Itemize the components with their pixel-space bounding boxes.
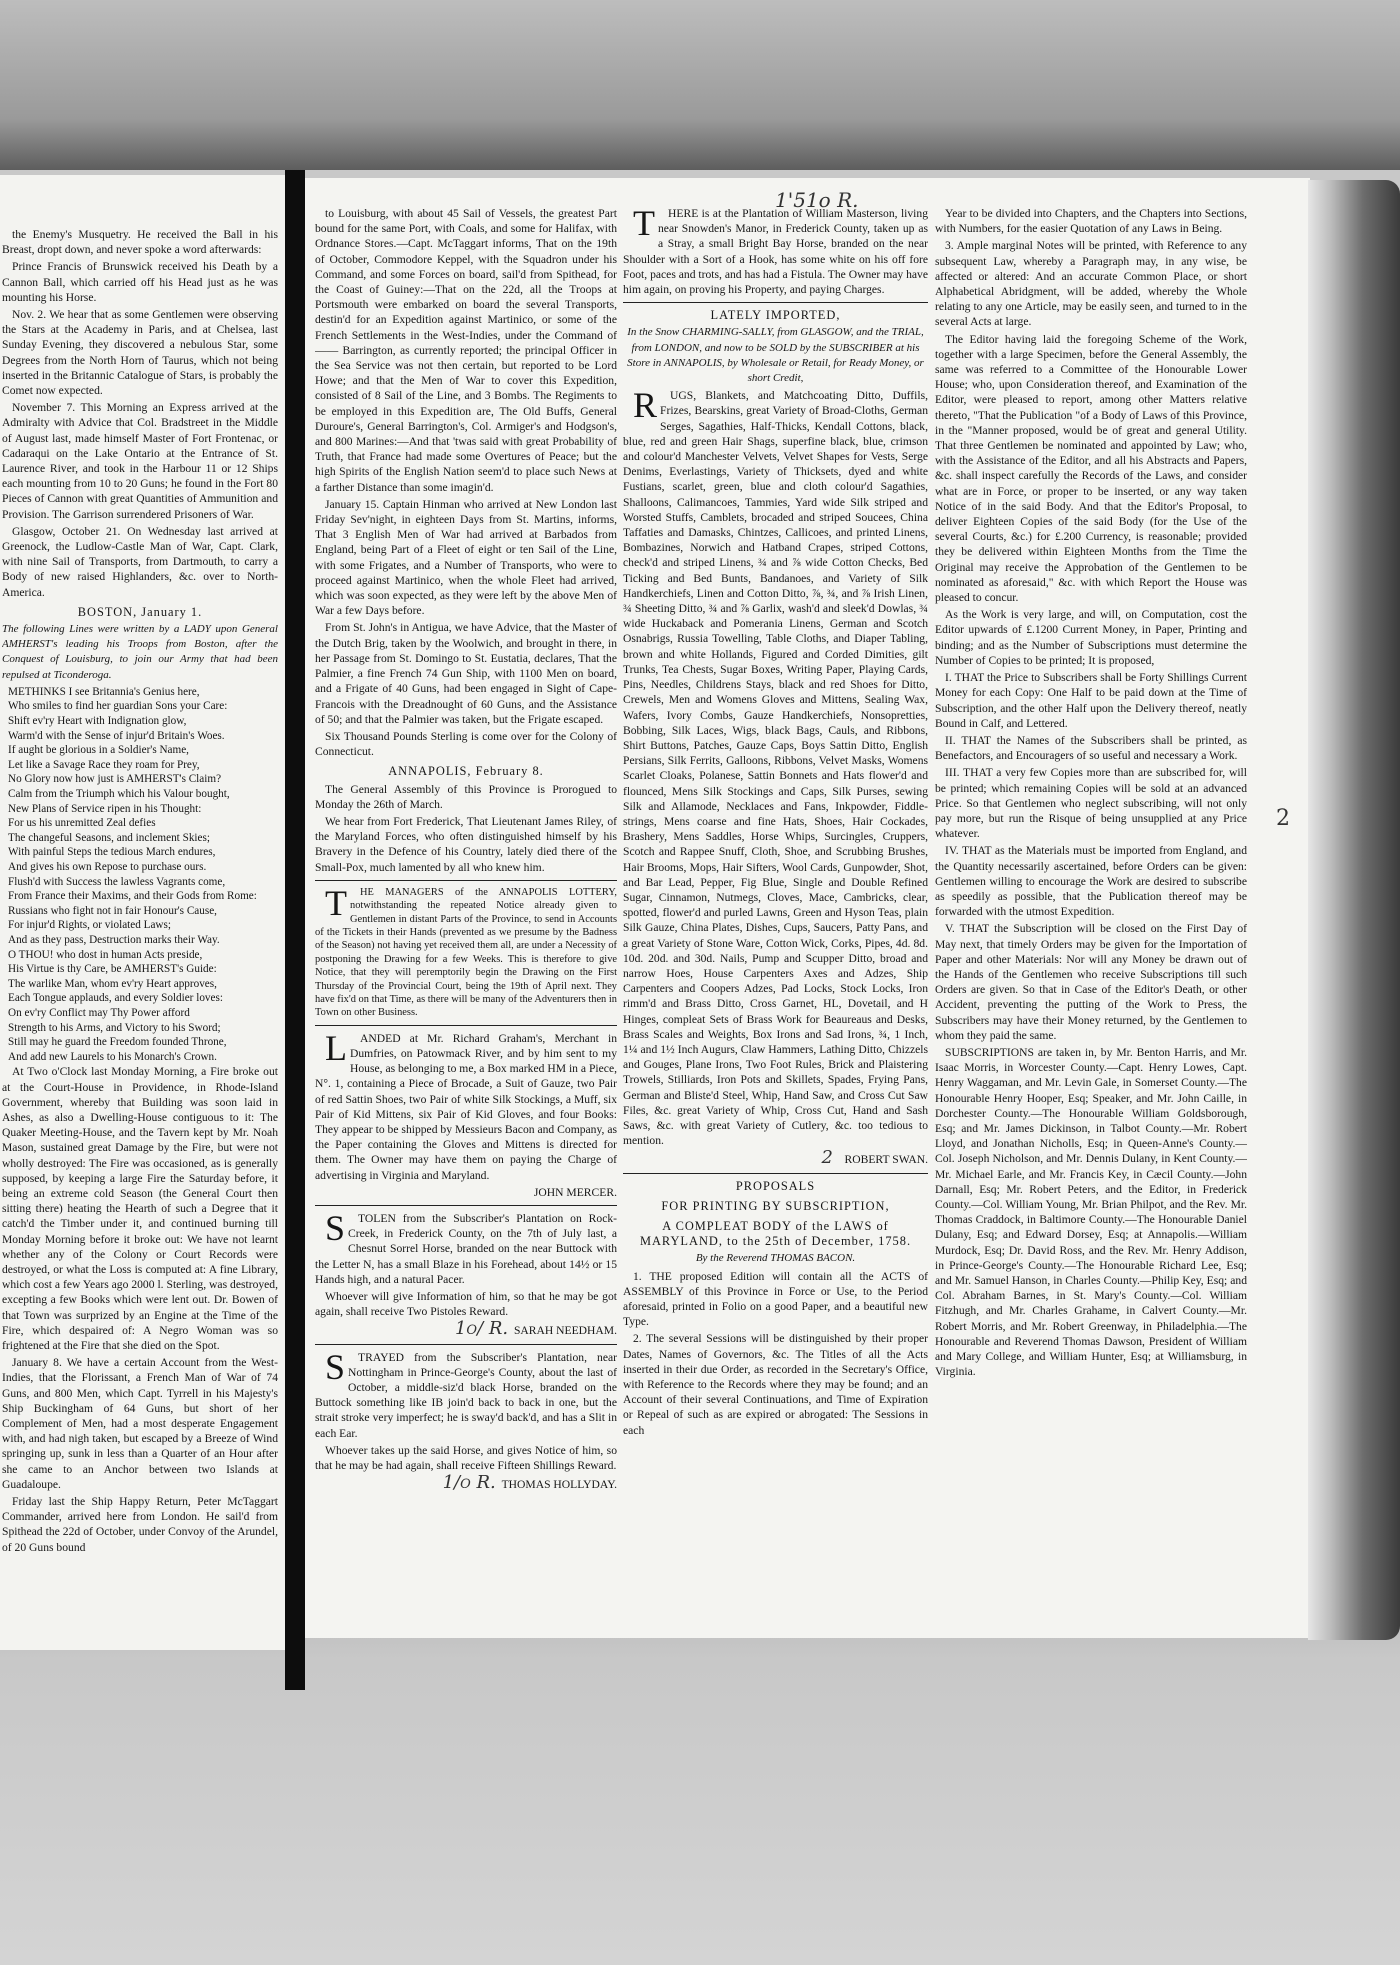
left-paragraph: Glasgow, October 21. On Wednesday last arrived at Greenock, the Ludlow-Castle Man of War, Capt. Clark, with nine Sail of Transports, from Dartmouth, to carry a Body of new raised Highlanders, &c. over to North-America. — [2, 524, 278, 599]
verse-line: No Glory now how just is AMHERST's Claim? — [8, 773, 222, 786]
book-gutter — [285, 170, 305, 1690]
stray-horse-notice: THERE is at the Plantation of William Masterson, living near Snowden's Manor, in Frederick County, taken up as a Stray, a small Bright Bay Horse, branded on the near Shoulder with a Sort of a Hook, has some white on his off fore Foot, paces and trots, and has had a Fistula. The Owner may have him again, on proving his Property, and paying Charges. — [623, 206, 928, 297]
column-2 — [623, 206, 928, 1440]
left-paragraph: Nov. 2. We hear that as some Gentlemen were observing the Stars at the Academy in Paris, and at Chelsea, last Sunday Evening, they discovered a nebulous Star, some Degrees from the North Horn of Taurus, which not being inserted in the Britannic Catalogue of Stars, is probably the Comet now expected. — [2, 308, 278, 398]
news-paragraph: From St. John's in Antigua, we have Advice, that the Master of the Dutch Brig, taken by the Woolwich, and brought in there, in her Passage from St. Domingo to St. Eustatia, declares, That the Palmier, a fine French 74 Gun Ship, with 1100 Men on board, and a Frigate of 40 Guns, had been engaged in Sight of Cape-Francois with the Dreadnought of 60 Guns, and the Assistance of 50; and that the Palmier was taken, but the Frigate escaped. — [315, 621, 617, 726]
verse-line: New Plans of Service ripen in his Thought: — [8, 802, 202, 815]
verse-line: His Virtue is thy Care, be AMHERST's Guide: — [8, 963, 217, 976]
left-paragraph: January 8. We have a certain Account from the West-Indies, that the Florissant, a French Man of War of 74 Guns, and 800 Men, which Capt. Tyrrell in his Majesty's Ship Buckingham of 64 Guns, but short of her Complement of Men, had a most desperate Engagement with, and had nigh taken, but escaped by a Breeze of Wind springing up, sunk in less than a Quarter of an Hour after she came to an Anchor between two Islands at Guadaloupe. — [2, 1356, 278, 1491]
verse-line: On ev'ry Conflict may Thy Power afford — [8, 1006, 190, 1019]
subscriptions-paragraph: SUBSCRIPTIONS are taken in, by Mr. Benton Harris, and Mr. Isaac Morris, in Worcester County.—Capt. Henry Lowes, Capt. Henry Waggaman, and Mr. Levin Gale, in Somerset County.—The Honourable Henry Hooper, Esq; Speaker, and Mr. John Caille, in Dorchester County.—The Honourable William Goldsborough, Esq; and Mr. James Dickinson, in Talbot County.—Mr. Robert Lloyd, and Jonathan Nicholls, Esq; in Queen-Anne's County.—Col. Joseph Nicholson, and Mr. Dennis Dulany, in Kent County.—Mr. Michael Earle, and Mr. Francis Key, in Cæcil County.—John Darnall, Esq; Mr. Robert Peters, and the Editor, in Frederick County.—Col. William Young, Mr. Brian Philpot, and the Rev. Mr. Thomas Craddock, in Baltimore County.—The Honourable Daniel Dulany, Esq; and Edward Dorsey, Esq; at Annapolis.—William Murdock, Esq; Dr. David Ross, and the Rev. Mr. Henry Addison, in Prince-George's County.—The Honourable Richard Lee, Esq; and Mr. Samuel Hanson, in Charles County.—Philip Key, Esq; and Col. Abraham Barnes, in St. Mary's County.—Col. William Fitzhugh, and Mr. Charles Grahame, in Calvert County.—Mr. Robert Morris, and Mr. Robert Greenway, in Philadelphia.—The Honourable and Reverend Thomas Dawson, President of William and Mary College, and William Hunter, Esq; at Williamsburg, in Virginia. — [935, 1045, 1247, 1379]
verse-line: From France their Maxims, and their Gods from Rome: — [8, 890, 257, 903]
left-paragraph: Friday last the Ship Happy Return, Peter McTaggart Commander, arrived here from London. He sail'd from Spithead the 22d of October, under Convoy of the Arundel, of 20 Guns bound — [2, 1495, 278, 1554]
verse-line: Russians who fight not in fair Honour's Cause, — [8, 904, 217, 917]
proposals-heading: PROPOSALS — [735, 1178, 816, 1193]
verse-line: Flush'd with Success the lawless Vagrants come, — [8, 875, 226, 888]
handwritten-mark: 1/o R. — [442, 1472, 496, 1494]
verse-line: And add new Laurels to his Monarch's Crown. — [8, 1050, 217, 1063]
news-paragraph: Six Thousand Pounds Sterling is come over for the Colony of Connecticut. — [315, 729, 617, 759]
handwritten-folio-mark: 1'51o R. — [775, 188, 859, 212]
verse-line: Shift ev'ry Heart with Indignation glow, — [8, 715, 187, 728]
news-paragraph: We hear from Fort Frederick, That Lieutenant James Riley, of the Maryland Forces, who often distinguished himself by his Bravery in the Defence of his Country, lately died there of the Small-Pox, much lamented by all who knew him. — [315, 814, 617, 874]
verse-line: The warlike Man, whom ev'ry Heart approves, — [8, 977, 217, 990]
stolen-advertisement: STOLEN from the Subscriber's Plantation on Rock-Creek, in Frederick County, on the 7th of July last, a Chesnut Sorrel Horse, branded on the near Buttock with the Letter N, has a small Blaze in his Forehead, about 14½ or 15 Hands high, and a natural Pacer. — [315, 1208, 617, 1286]
proposals-subheading: FOR PRINTING BY SUBSCRIPTION, — [661, 1198, 890, 1213]
handwritten-mark: 2 — [821, 1147, 833, 1169]
strayed-signature: 1/o R. THOMAS HOLLYDAY. — [442, 1472, 617, 1494]
scan-background-top — [0, 0, 1400, 170]
column-rule — [623, 1173, 928, 1174]
verse-line: Each Tongue applauds, and every Soldier loves: — [8, 992, 223, 1005]
verse-line: For injur'd Rights, or violated Laws; — [8, 919, 171, 932]
book-edge — [1308, 180, 1400, 1640]
proposals-author: By the Reverend THOMAS BACON. — [695, 1252, 856, 1265]
imported-subheading: In the Snow CHARMING-SALLY, from GLASGOW, and the TRIAL, from LONDON, and now to be SOLD by the SUBSCRIBER at his Store in ANNAPOLIS, by Wholesale or Retail, for Ready Money, or short Credit, — [627, 326, 924, 385]
verse-line: Still may he guard the Freedom founded Throne, — [8, 1036, 227, 1049]
news-paragraph: The General Assembly of this Province is Prorogued to Monday the 26th of March. — [315, 782, 617, 811]
goods-signature: 2 ROBERT SWAN. — [821, 1147, 928, 1169]
column-rule — [315, 1344, 617, 1345]
stolen-signature: 1o/ R. SARAH NEEDHAM. — [454, 1318, 617, 1340]
proposals-title: A COMPLEAT BODY of the LAWS of MARYLAND, to the 25th of December, 1758. — [639, 1219, 912, 1249]
proposal-paragraph: II. THAT the Names of the Subscribers shall be printed, as Benefactors, and Encouragers of so useful and necessary a Work. — [935, 733, 1247, 763]
verse-block — [2, 685, 278, 1064]
strayed-reward: Whoever takes up the said Horse, and gives Notice of him, so that he may be had again, shall receive Fifteen Shillings Reward. — [315, 1443, 617, 1473]
left-paragraph: At Two o'Clock last Monday Morning, a Fire broke out at the Court-House in Providence, in Rhode-Island Government, whereby that Building was soon laid in Ashes, as also a Dwelling-House contiguous to it: The Quaker Meeting-House, and the Tavern kept by Mr. Noah Mason, sustained great Damage by the Fire, but were not wholly destroyed: The Fire was occasioned, as is generally supposed, by keeping a large Fire the Saturday before, it being an extreme cold Season (the General Court then sitting there) heating the Hearth of such a Degree that it catch'd the Timber under it, and continued burning till Monday Morning before it broke out: We have not learnt whether any of the Colony or Court Records were destroyed, or what the Loss is computed at: A fine Library, which cost a few Years ago 2000 l. Sterling, was destroyed, excepting a few Books which were lent out. Dr. Bowen of that Town was surprized by an Engine at the Time of the Fire, which despaired of: A Negro Woman was so frightened at the Fire that she died on the Spot. — [2, 1065, 278, 1352]
left-paragraph: Prince Francis of Brunswick received his Death by a Cannon Ball, which carried off his Head just as he was mounting his Horse. — [2, 260, 278, 304]
handwritten-mark: 1o/ R. — [454, 1318, 509, 1340]
boston-heading: BOSTON, January 1. — [77, 604, 203, 619]
verse-line: And as they pass, Destruction marks their Way. — [8, 933, 220, 946]
column-1 — [315, 206, 617, 1494]
proposal-paragraph: Year to be divided into Chapters, and the Chapters into Sections, with Numbers, for the easier Quotation of any Laws in Being. — [935, 207, 1247, 236]
column-rule — [315, 880, 617, 881]
column-rule — [315, 1025, 617, 1026]
left-paragraph: November 7. This Morning an Express arrived at the Admiralty with Advice that Col. Bradstreet in the Middle of August last, made himself Master of Fort Frontenac, or Cadaraqui on the Lake Ontario at the Entrance of St. Laurence River, and took in the Harbour 11 or 12 Ships each mounting from 10 to 20 Guns; he found in the Fort 80 Pieces of Cannon with great Quantities of Ammunition and Provision. The Garrison surrendered Prisoners of War. — [2, 401, 278, 521]
proposal-paragraph: 3. Ample marginal Notes will be printed, with Reference to any subsequent Law, whereby a Paragraph may, in any wise, be affected or altered: And an accurate Common Place, or short Alphabetical Abridgment, will be added, whereby the Whole relating to any one Article, may be easily seen, and turned to in the several Acts at large. — [935, 239, 1247, 329]
news-paragraph: to Louisburg, with about 45 Sail of Vessels, the greatest Part bound for the same Port, with Coals, and some for Halifax, with Ordnance Stores.—Capt. McTaggart informs, That on the 19th of October, Commodore Keppel, with the Squadron under his Command, and some Forces on board, sail'd from Spithead, for the Coast of Guiney:—That on the 22d, all the Troops at Portsmouth were embarked on board the several Transports, destin'd for an Expedition against Martinico, or some of the French Settlements in the West-Indies, under the Command of —— Barrington, as currently reported; the principal Officer in the Sea Service was not then certain, but reported to be Lord Howe; and that the Men of War to cover this Expedition, consisted of 8 Sail of the Line, and 3 Bombs. The Regiments to be employed in this Expedition are, The Old Buffs, General Duroure's, General Barrington's, Col. Armiger's and Hodgson's, and 800 Marines:—And that 'twas said with great Probability of Truth, that France had made some Overtures of Peace; but the high Spirits of the English Nation seem'd to place such News at a farther Distance than some imagin'd. — [315, 207, 617, 494]
right-page — [305, 178, 1310, 1638]
column-rule — [315, 1205, 617, 1206]
proposal-paragraph: I. THAT the Price to Subscribers shall be Forty Shillings Current Money for each Copy: One Half to be paid down at the Time of Subscription, and the other Half upon the Delivery thereof, neatly Bound in Calf, and Lettered. — [935, 671, 1247, 730]
proposal-paragraph: III. THAT a very few Copies more than are subscribed for, will be printed; which remaining Copies will be sold at an advanced Price. So that Gentlemen who neglect subscribing, will not only pay more, but run the Risque of being unsupplied at any Price whatever. — [935, 766, 1247, 841]
handwritten-margin-number: 2 — [1276, 806, 1290, 831]
proposal-paragraph: V. THAT the Subscription will be closed on the First Day of May next, that timely Orders may be given for the Importation of Paper and other Materials: Nor will any Money be drawn out of the Hands of the Gentlemen who receive Subscriptions till such Orders are given. So that in Case of the Editor's Death, or other Accident, preventing the putting of the Work to Press, the Subscribers may have their Money returned, by the Gentlemen to whom they paid the same. — [935, 922, 1247, 1042]
verse-intro: The following Lines were written by a LADY upon General AMHERST's leading his Troops from Boston, after the Conquest of Louisburg, to join our Army that had been repulsed at Ticonderoga. — [2, 623, 278, 681]
lottery-notice: THE MANAGERS of the ANNAPOLIS LOTTERY, notwithstanding the repeated Notice already given to Gentlemen in distant Parts of the Province, to send in Accounts of the Tickets in their Hands (prevented as we presume by the Badness of the Season) not having yet received them all, are under a Necessity of postponing the Drawing for a few Weeks. This is therefore to give Notice, that they will peremptorily begin the Drawing on the First Thursday of the Provincial Court, being the 19th of April next. They have fix'd on that Time, as there will be many of the Adventurers then in Town on other Business. — [315, 882, 617, 1019]
imported-heading: LATELY IMPORTED, — [710, 308, 841, 323]
proposal-paragraph: The Editor having laid the foregoing Scheme of the Work, together with a large Specimen, before the General Assembly, the same was referred to a Committee of the Honourable Lower House; who, upon Consideration thereof, and Examination of the Editor, were pleased to report, among other Matters relative thereto, "That the Publication "of a Body of Laws of this Province, in the "Manner proposed, would be of great and general Utility. That three Gentlemen be nominated and appointed by Law; who, with the Assistance of the Editor, and all his Abstracts and Papers, &c. shall inspect carefully the Records of the Laws, and consider what are in Force, or proper to be inserted, or any way taken Notice of in the said Body. And that the Editor's Proposal, to deliver Eighteen Copies of the said Body (for the Use of the several Courts, &c.) for £.200 Currency, is reasonable; provided they be delivered within Eighteen Months from the Time the Original may receive the Approbation of the Gentlemen to be nominated as aforesaid," &c. with which Report the House was pleased to concur. — [935, 332, 1247, 605]
stolen-reward: Whoever will give Information of him, so that he may be got again, shall receive Two Pistoles Reward. — [315, 1290, 617, 1319]
column-rule — [623, 302, 928, 303]
verse-line: With painful Steps the tedious March endures, — [8, 846, 216, 859]
verse-line: METHINKS I see Britannia's Genius here, — [8, 685, 200, 698]
left-paragraph: the Enemy's Musquetry. He received the Ball in his Breast, dropt down, and never spoke a word afterwards: — [2, 228, 278, 257]
verse-line: Who smiles to find her guardian Sons your Care: — [8, 700, 228, 713]
left-page-column — [2, 227, 278, 1557]
verse-line: And gives his own Repose to purchase ours. — [8, 861, 207, 874]
news-paragraph: January 15. Captain Hinman who arrived at New London last Friday Sev'night, in eighteen Days from St. Martins, informs, That 3 English Men of War had arrived at Barbados from England, being Part of a Fleet of eight or ten Sail of the Line, with some Frigates, and a Number of Transports, who were to proceed against Martinico, when the whole Fleet had arrived, which was soon expected, as they were left by the above Men of War a few Days before. — [315, 497, 617, 618]
goods-list: RUGS, Blankets, and Matchcoating Ditto, Duffils, Frizes, Bearskins, great Variety of Broad-Cloths, German Serges, Sagathies, Half-Thicks, Kendall Cottons, black, blue, red and green Hair Shags, superfine black, blue, crimson and colour'd Manchester Velvets, Velvet Shapes for Vests, Serge Denims, Everlastings, Variety of Thicksets, dyed and white Fustians, scarlet, green, blue and cloth colour'd Sagathies, Shalloons, Calimancoes, Tammies, Yard wide Silk striped and Worsted Stuffs, Camblets, brocaded and striped Soucees, China Taffaties and Damasks, Chintzes, Callicoes, and printed Linens, Bombazines, Norwich and Hatband Crapes, striped Cottons, check'd and striped Linens, ¾ and ⅞ wide Cotton Checks, Bed Ticking and Bed Bunts, Bandanoes, and Variety of Silk Handkerchiefs, Linen and Cotton Ditto, ⅞, ¾, and ⅞ Irish Linen, ¾ Sheeting Ditto, ¾ and ⅞ Garlix, wash'd and sleek'd Dowlas, ¾ wide Huckaback and Pomerania Linens, German and Scotch Osnabrigs, Russia Towelling, Table Cloths, and Diaper Tabling, brown and white Hollands, Figured and Corded Dimities, gilt Trunks, Tea Chests, Sugar Boxes, Writing Paper, Playing Cards, Pins, Needles, Childrens Stays, black and red Shoes for Ditto, Crewels, Men and Womens Gloves and Mittens, Sealing Wax, Wafers, Ivory Combs, Gauze Handkerchiefs, Nonsopretties, Bobbing, Silk Laces, Wigs, black Bags, Cauls, and Ribbons, Shirt Buttons, Patches, Gauze Caps, Boys Sattin Ditto, English Persians, Silk Ferrits, Galloons, Ribbons, Velvet Masks, Womens Scarlet Cloaks, Polanese, Sattin Bonnets and Hats flower'd and flounced, Mens Silk Stockings and Caps, Silk Purses, sewing Silk and Allamode, Necklaces and Fans, Inkpowder, Fiddle-strings, Mens coarse and fine Hats, Shoes, Hair Cockades, Brashery, Mens Saddles, Horse Whips, Surcingles, Cruppers, Scotch and Rappee Snuff, Cloth, Shoe, and Scrubbing Brushes, Hair Brooms, Mops, Hair Sifters, Wool Cards, Gunpowder, Shot, and Bar Lead, Pepper, Fig Blue, Single and Double Refined Sugar, Cinnamon, Nutmegs, Cloves, Mace, Cambricks, clear, spotted, flower'd and purled Lawns, Green and Hyson Teas, plain Silk Gauze, China Plates, Dishes, Cups, Saucers, Patty Pans, and a great Variety of Stone Ware, Cotton Wick, Corks, Pipes, 4d. 8d. 10d. 20d. and 30d. Nails, Pump and Scupper Ditto, broad and narrow Hoes, House Carpenters Axes and Adzes, Ship Carpenters and Coopers Adzes, Pad Locks, Stock Locks, Iron rimm'd and Brass Ditto, Cross Garnet, HL, Dovetail, and H Hinges, compleat Sets of Brass Work for Beaureaus and Desks, Brass Scales and Weights, Box Irons and Sad Irons, ¾, 1 Inch, 1¼ and 1½ Inch Augurs, Claw Hammers, Lathing Ditto, Chizzels and Gouges, Plane Irons, Two Foot Rules, Brick and Plaistering Trowels, Stilliards, Iron Pots and Skillets, Spades, Frying Pans, German and Bliste'd Steel, Whip, Hand Saw, and Cross Cut Saw Files, &c. great Variety of Whip, Cross Cut, Hand and Sash Saws, &c. with great Variety of Cutlery, &c. too tedious to mention. — [623, 385, 928, 1148]
left-page — [0, 175, 285, 1650]
landed-advertisement: LANDED at Mr. Richard Graham's, Merchant in Dumfries, on Patowmack River, and by him sent to my House, as belonging to me, a Box marked HM in a Piece, N°. 1, containing a Piece of Brocade, a Suit of Gauze, two Pair of red Sattin Shoes, two Pair of white Silk Stockings, a Muff, six Pair of Kid Mittens, six Pair of Kid Gloves, and four Books: They appear to be shipped by Messieurs Bacon and Company, as the Paper containing the Gloves and Mittens is directed for them. The Owner may have them on paying the Charge of advertising in Virginia and Maryland. — [315, 1027, 617, 1182]
verse-line: O THOU! who dost in human Acts preside, — [8, 948, 203, 961]
strayed-advertisement: STRAYED from the Subscriber's Plantation, near Nottingham in Prince-George's County, about the last of October, a middle-siz'd black Horse, branded on the Buttock something like IB join'd back to back in one, but the strait stroke very imperfect; he is sway'd back'd, and has a Slit in each Ear. — [315, 1346, 617, 1440]
verse-line: The changeful Seasons, and inclement Skies; — [8, 831, 210, 844]
landed-signature: JOHN MERCER. — [533, 1185, 617, 1199]
annapolis-heading: ANNAPOLIS, February 8. — [388, 764, 544, 779]
verse-line: If aught be glorious in a Soldier's Name, — [8, 744, 189, 757]
proposal-item: 2. The several Sessions will be distinguished by their proper Dates, Names of Governors, &c. The Titles of all the Acts inserted in their due Order, as recorded in the Secretary's Office, with Reference to the Records where they may be found; and an Account of their several Continuations, and Time of Expiration or Repeal of such as are expired or abrogated: The Sessions in each — [623, 1332, 928, 1437]
proposal-paragraph: IV. THAT as the Materials must be imported from England, and the Quantity necessarily ascertained, before Orders can be given: Gentlemen willing to encourage the Work are desired to subscribe as speedily as possible, that the Publication thereof may be forwarded with the utmost Expedition. — [935, 844, 1247, 919]
verse-line: Calm from the Triumph which his Valour bought, — [8, 788, 230, 801]
verse-line: For us his unremitted Zeal defies — [8, 817, 156, 830]
verse-line: Let like a Savage Race they roam for Prey, — [8, 758, 200, 771]
proposal-paragraph: As the Work is very large, and will, on Computation, cost the Editor upwards of £.1200 Current Money, in Paper, Printing and binding; and as the Number of Subscriptions must determine the Number of Copies to be printed; It is proposed, — [935, 608, 1247, 667]
verse-line: Strength to his Arms, and Victory to his Sword; — [8, 1021, 221, 1034]
proposal-item: 1. THE proposed Edition will contain all the ACTS of ASSEMBLY of this Province in Force or Use, to the Period aforesaid, printed in Folio on a good Paper, and a beautiful new Type. — [623, 1269, 928, 1329]
verse-line: Warm'd with the Sense of injur'd Britain's Woes. — [8, 729, 225, 742]
column-3 — [935, 206, 1247, 1381]
